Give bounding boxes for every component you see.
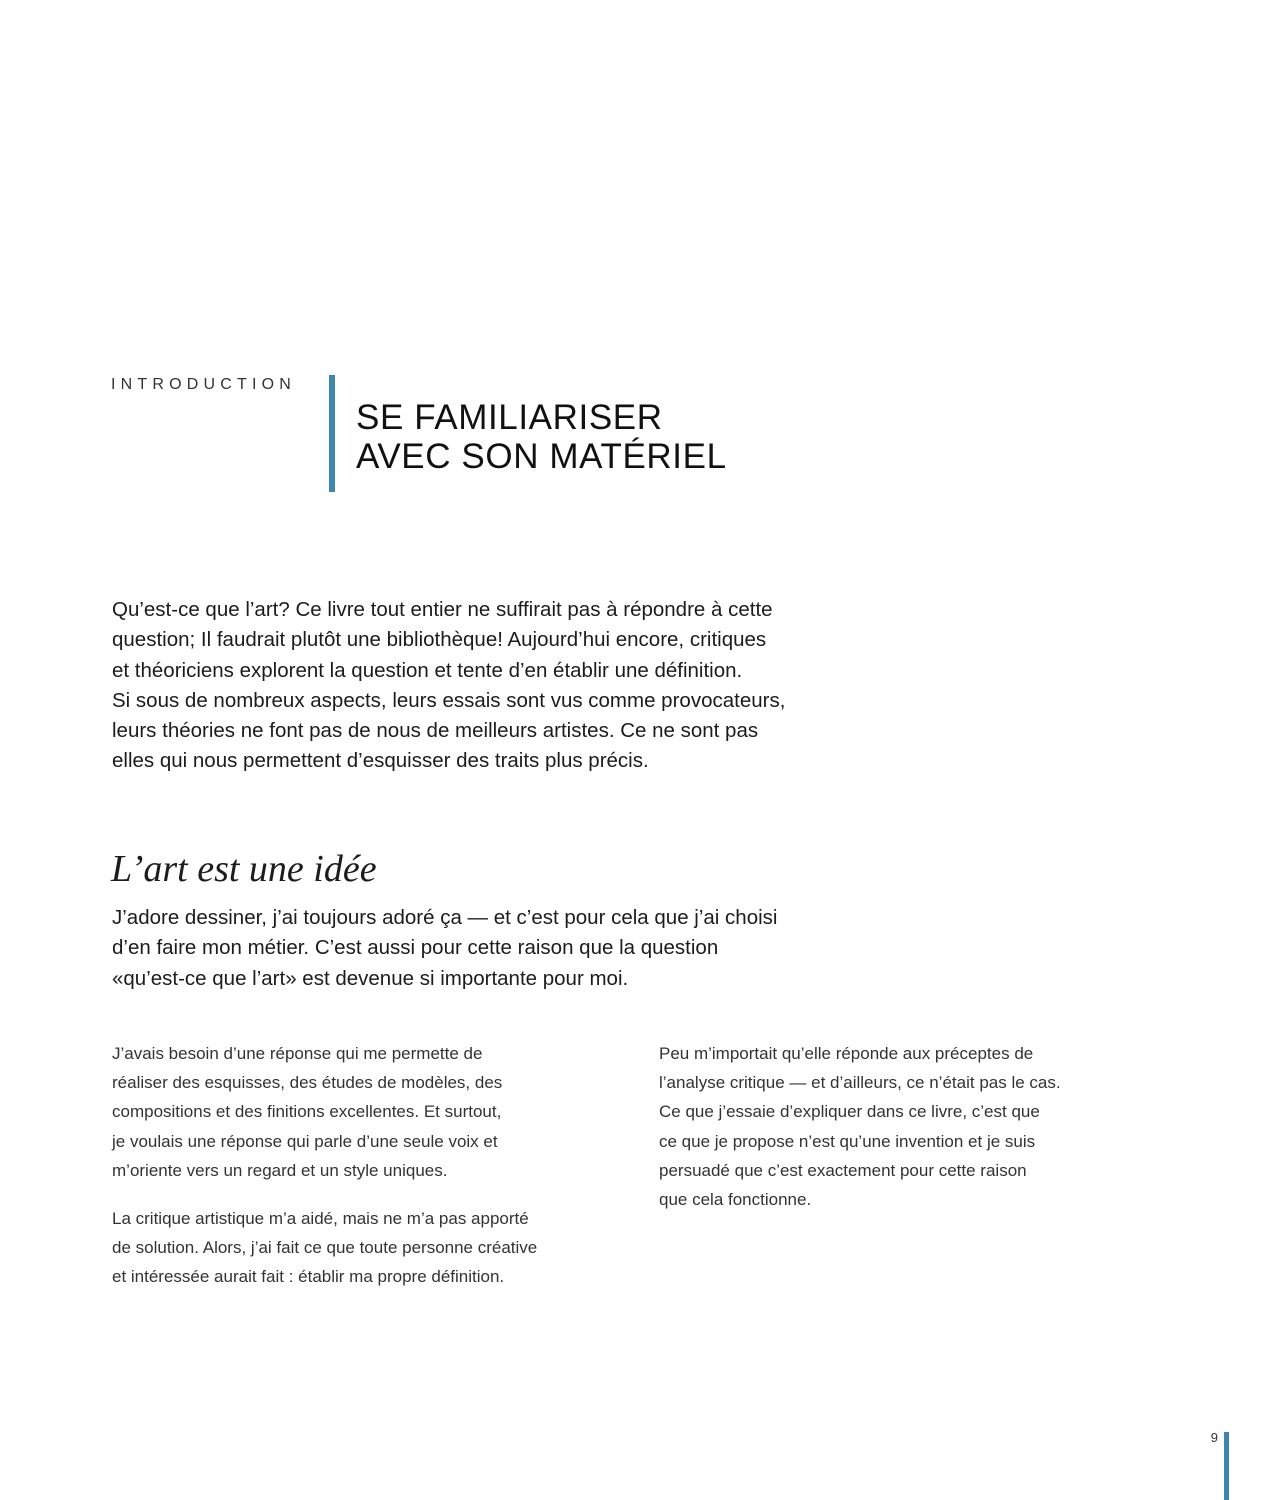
intro-paragraph: Qu’est-ce que l’art? Ce livre tout entier ne suffirait pas à répondre à cette question; Il faudrait plutôt une bibliothèque! Aujourd’hui encore, critiques et théoriciens explorent la question et tente d’en établir une définition. Si sous de nombreux aspects, leurs essais sont vus comme provocateurs, leurs théories ne font pas de nous de meilleurs artistes. Ce ne sont pas elles qui nous permettent d’esquisser des traits plus précis. xyxy=(112,598,786,773)
page-number: 9 xyxy=(1210,1430,1218,1445)
lead-paragraph: J’adore dessiner, j’ai toujours adoré ça — et c’est pour cela que j’ai choisi d’en faire mon métier. C’est aussi pour cette raison que la question «qu’est-ce que l’art» est devenue si importante pour moi. xyxy=(112,906,778,990)
title-accent-bar xyxy=(329,375,335,492)
chapter-label: INTRODUCTION xyxy=(111,376,297,393)
chapter-title xyxy=(356,398,727,476)
body-column-left xyxy=(112,1039,652,1311)
body-paragraph: J’avais besoin d’une réponse qui me permette de réaliser des esquisses, des études de modèles, des compositions et des finitions excellentes. Et surtout, je voulais une réponse qui parle d’une seule voix et m’oriente vers un regard et un style uniques. xyxy=(112,1044,503,1180)
body-paragraph: La critique artistique m’a aidé, mais ne m’a pas apporté de solution. Alors, j’ai fait ce que toute personne créative et intéressée aurait fait : établir ma propre définition. xyxy=(112,1209,538,1287)
chapter-title-line-1: SE FAMILIARISER xyxy=(356,398,663,437)
body-column-right xyxy=(659,1039,1199,1233)
chapter-title-line-2: AVEC SON MATÉRIEL xyxy=(356,437,727,476)
body-paragraph: Peu m’importait qu’elle réponde aux préceptes de l’analyse critique — et d’ailleurs, ce n’était pas le cas. Ce que j’essaie d’expliquer dans ce livre, c’est que ce que je propose n’est qu’une invention et je suis persuadé que c’est exactement pour cette raison que cela fonctionne. xyxy=(659,1044,1061,1210)
section-heading: L’art est une idée xyxy=(111,848,377,890)
page-accent-bar xyxy=(1224,1432,1229,1500)
